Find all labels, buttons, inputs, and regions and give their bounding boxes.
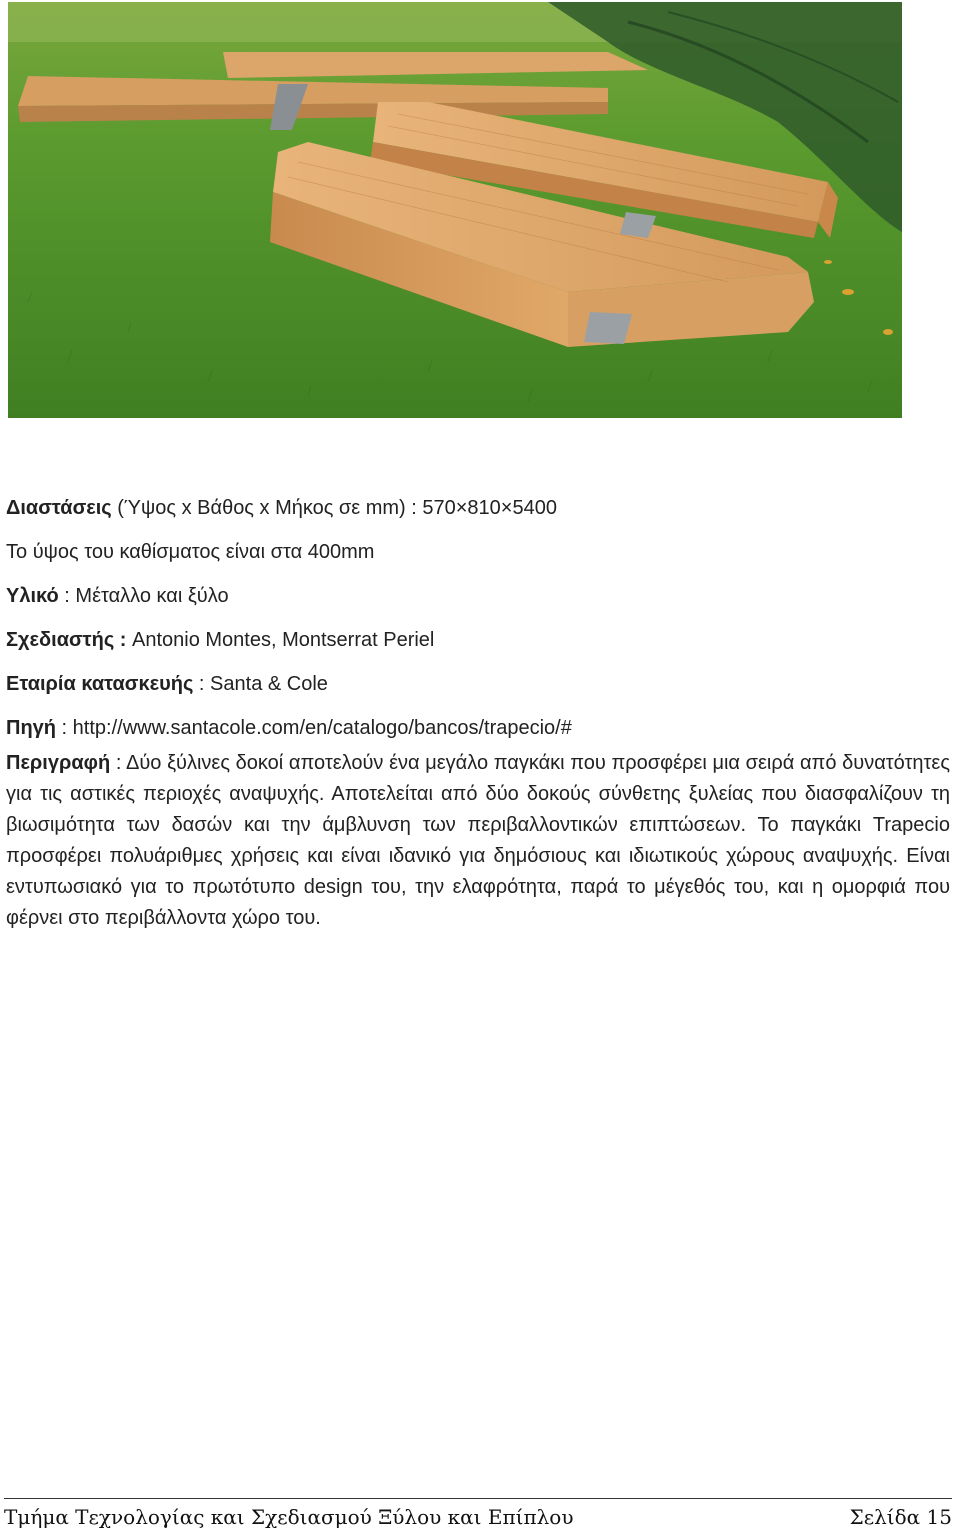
product-details — [6, 486, 950, 934]
description-label: Περιγραφή — [6, 752, 111, 774]
material-line — [6, 574, 950, 618]
bench-leg-front — [584, 312, 632, 344]
manufacturer-value: : Santa & Cole — [193, 673, 328, 695]
description-paragraph — [6, 748, 950, 934]
source-line — [6, 706, 950, 750]
material-label: Υλικό — [6, 585, 59, 607]
page-footer — [4, 1498, 952, 1535]
dimensions-value: (Ύψος x Βάθος x Μήκος σε mm) : 570×810×5400 — [111, 497, 557, 519]
dimensions-line — [6, 486, 950, 530]
footer-department: Τμήμα Τεχνολογίας και Σχεδιασμού Ξύλου και Επίπλου — [4, 1505, 574, 1529]
description-text: : Δύο ξύλινες δοκοί αποτελούν ένα μεγάλο παγκάκι που προσφέρει μια σειρά από δυνατότητες για τις αστικές περιοχές αναψυχής. Αποτελείται από δύο δοκούς σύνθετης ξυλείας που διασφαλίζουν τη βιωσιμότητα των δασών και την άμβλυνση των περιβαλλοντικών επιπτώσεων. Το παγκάκι Trapecio προσφέρει πολυάριθμες χρήσεις και είναι ιδανικό για δημόσιους και ιδιωτικούς χώρους αναψυχής. Είναι εντυπωσιακό για το πρωτότυπο design του, την ελαφρότητα, παρά το μέγεθός του, και η ομορφιά που φέρνει στο περιβάλλοντα χώρο του. — [6, 752, 950, 929]
footer-page-number: Σελίδα 15 — [849, 1505, 952, 1529]
source-value: : http://www.santacole.com/en/catalogo/bancos/trapecio/# — [56, 717, 572, 739]
designer-label: Σχεδιαστής : — [6, 629, 127, 651]
material-value: : Μέταλλο και ξύλο — [58, 585, 229, 607]
manufacturer-label: Εταιρία κατασκευής — [6, 673, 194, 695]
seat-height-line: Το ύψος του καθίσματος είναι στα 400mm — [6, 541, 375, 563]
bench-photo — [8, 2, 902, 418]
designer-line — [6, 618, 950, 662]
dimensions-label: Διαστάσεις — [6, 497, 112, 519]
source-label: Πηγή — [6, 717, 56, 739]
designer-value: Antonio Montes, Montserrat Periel — [126, 629, 435, 651]
manufacturer-line — [6, 662, 950, 706]
